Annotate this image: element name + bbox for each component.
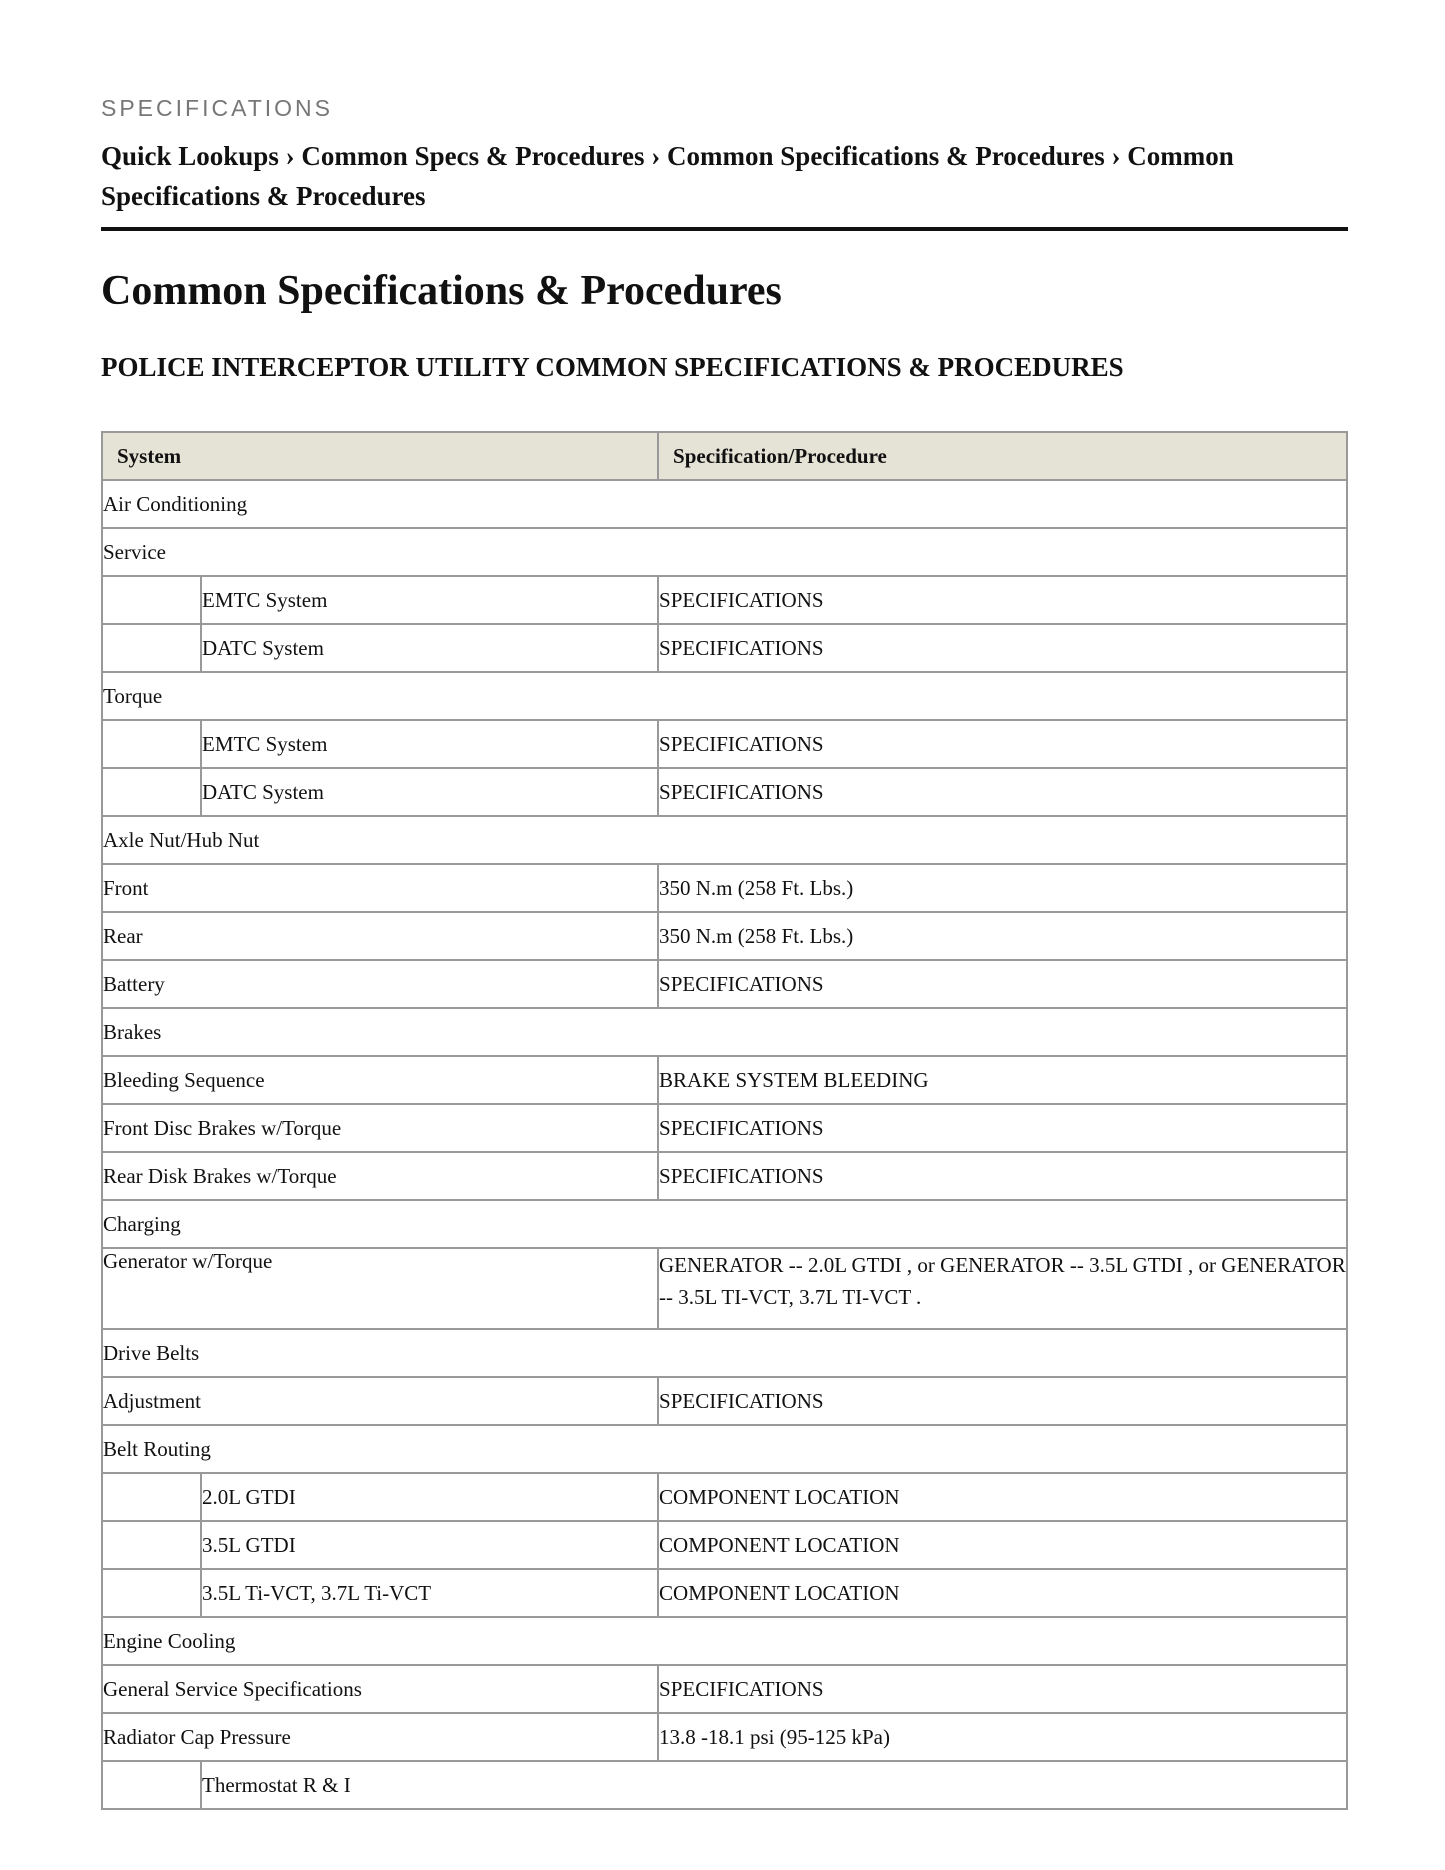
table-row xyxy=(102,1377,1347,1425)
spec-cell: SPECIFICATIONS xyxy=(658,1152,1347,1200)
spec-cell: SPECIFICATIONS xyxy=(658,576,1347,624)
table-row xyxy=(102,672,1347,720)
table-row xyxy=(102,1617,1347,1665)
column-header-system: System xyxy=(102,432,658,480)
table-row xyxy=(102,624,1347,672)
table-row xyxy=(102,1473,1347,1521)
table-row xyxy=(102,1425,1347,1473)
spec-cell: SPECIFICATIONS xyxy=(658,768,1347,816)
system-cell: DATC System xyxy=(201,768,658,816)
table-row xyxy=(102,960,1347,1008)
spec-cell: COMPONENT LOCATION xyxy=(658,1473,1347,1521)
page-subtitle: POLICE INTERCEPTOR UTILITY COMMON SPECIFICATIONS & PROCEDURES xyxy=(101,352,1124,382)
system-cell: Bleeding Sequence xyxy=(102,1056,658,1104)
table-row xyxy=(102,720,1347,768)
table-body xyxy=(102,480,1347,1809)
indent-cell xyxy=(102,1569,201,1617)
spec-cell: 350 N.m (258 Ft. Lbs.) xyxy=(658,912,1347,960)
table-row xyxy=(102,864,1347,912)
table-row xyxy=(102,1665,1347,1713)
spec-cell: SPECIFICATIONS xyxy=(658,960,1347,1008)
group-label-cell: Belt Routing xyxy=(102,1425,1347,1473)
spec-cell: SPECIFICATIONS xyxy=(658,1665,1347,1713)
page-title: Common Specifications & Procedures xyxy=(101,268,782,314)
system-cell: EMTC System xyxy=(201,576,658,624)
column-header-spec: Specification/Procedure xyxy=(658,432,1347,480)
spec-cell: SPECIFICATIONS xyxy=(658,1104,1347,1152)
system-cell: Front xyxy=(102,864,658,912)
system-cell: Rear xyxy=(102,912,658,960)
group-label-cell: Air Conditioning xyxy=(102,480,1347,528)
spec-cell: BRAKE SYSTEM BLEEDING xyxy=(658,1056,1347,1104)
spec-cell: 13.8 -18.1 psi (95-125 kPa) xyxy=(658,1713,1347,1761)
table-row xyxy=(102,1713,1347,1761)
group-label-cell: Brakes xyxy=(102,1008,1347,1056)
table-row xyxy=(102,1152,1347,1200)
table-row xyxy=(102,816,1347,864)
group-label-cell: Axle Nut/Hub Nut xyxy=(102,816,1347,864)
spec-cell: COMPONENT LOCATION xyxy=(658,1569,1347,1617)
system-cell: 3.5L GTDI xyxy=(201,1521,658,1569)
table-row xyxy=(102,1569,1347,1617)
header-divider xyxy=(101,227,1348,231)
system-cell: 3.5L Ti-VCT, 3.7L Ti-VCT xyxy=(201,1569,658,1617)
section-kicker: SPECIFICATIONS xyxy=(101,95,333,121)
indent-cell xyxy=(102,1521,201,1569)
indent-cell xyxy=(102,768,201,816)
subgroup-label-cell: Thermostat R & I xyxy=(201,1761,1347,1809)
table-row xyxy=(102,1329,1347,1377)
spec-cell: COMPONENT LOCATION xyxy=(658,1521,1347,1569)
specifications-table xyxy=(101,431,1348,1810)
group-label-cell: Service xyxy=(102,528,1347,576)
table-row xyxy=(102,480,1347,528)
table-row xyxy=(102,1248,1347,1329)
spec-cell: GENERATOR -- 2.0L GTDI , or GENERATOR -- 3.5L GTDI , or GENERATOR -- 3.5L TI-VCT, 3.7L TI-VCT . xyxy=(658,1248,1347,1329)
table-row xyxy=(102,1104,1347,1152)
indent-cell xyxy=(102,720,201,768)
system-cell: Adjustment xyxy=(102,1377,658,1425)
system-cell: Front Disc Brakes w/Torque xyxy=(102,1104,658,1152)
system-cell: Battery xyxy=(102,960,658,1008)
indent-cell xyxy=(102,624,201,672)
spec-cell: 350 N.m (258 Ft. Lbs.) xyxy=(658,864,1347,912)
group-label-cell: Engine Cooling xyxy=(102,1617,1347,1665)
system-cell: Rear Disk Brakes w/Torque xyxy=(102,1152,658,1200)
table-row xyxy=(102,912,1347,960)
group-label-cell: Drive Belts xyxy=(102,1329,1347,1377)
table-row xyxy=(102,1761,1347,1809)
system-cell: Generator w/Torque xyxy=(102,1248,658,1329)
table-row xyxy=(102,1008,1347,1056)
table-row xyxy=(102,528,1347,576)
group-label-cell: Charging xyxy=(102,1200,1347,1248)
system-cell: 2.0L GTDI xyxy=(201,1473,658,1521)
system-cell: DATC System xyxy=(201,624,658,672)
spec-cell: SPECIFICATIONS xyxy=(658,624,1347,672)
system-cell: General Service Specifications xyxy=(102,1665,658,1713)
table-row xyxy=(102,576,1347,624)
spec-cell: SPECIFICATIONS xyxy=(658,720,1347,768)
table-row xyxy=(102,768,1347,816)
breadcrumb: Quick Lookups › Common Specs & Procedures › Common Specifications & Procedures › Common Specifications & Procedures xyxy=(101,141,1234,211)
table-row xyxy=(102,1200,1347,1248)
indent-cell xyxy=(102,576,201,624)
system-cell: Radiator Cap Pressure xyxy=(102,1713,658,1761)
indent-cell xyxy=(102,1473,201,1521)
system-cell: EMTC System xyxy=(201,720,658,768)
group-label-cell: Torque xyxy=(102,672,1347,720)
table-row xyxy=(102,1056,1347,1104)
spec-cell: SPECIFICATIONS xyxy=(658,1377,1347,1425)
table-row xyxy=(102,1521,1347,1569)
table-header-row xyxy=(102,432,1347,480)
indent-cell xyxy=(102,1761,201,1809)
